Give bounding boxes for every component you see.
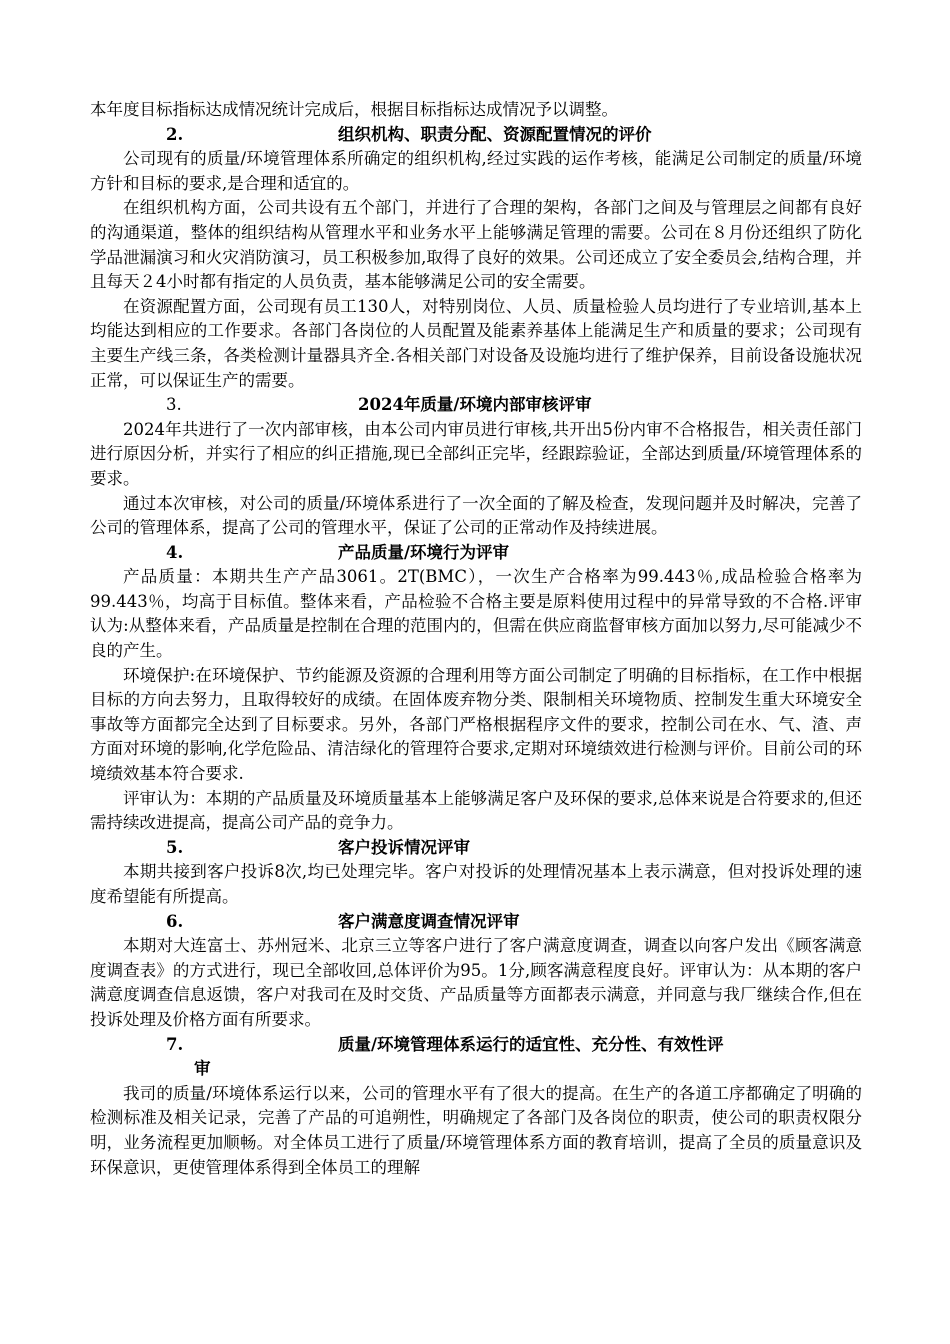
section-2-number: 2. bbox=[166, 124, 184, 144]
section-5-heading bbox=[90, 836, 862, 861]
section-3-title: 2024年质量/环境内部审核评审 bbox=[358, 395, 592, 415]
section-3-heading bbox=[90, 393, 862, 418]
section-6-title: 客户满意度调查情况评审 bbox=[338, 911, 520, 931]
section-7-title-line-2: 审 bbox=[194, 1059, 211, 1079]
section-7-number: 7. bbox=[166, 1034, 184, 1054]
section-7-title-line-1: 质量/环境管理体系运行的适宜性、充分性、有效性评 bbox=[338, 1034, 724, 1054]
document-page bbox=[90, 98, 862, 1180]
section-6-paragraph-1: 本期对大连富士、苏州冠米、北京三立等客户进行了客户满意度调查，调查以向客户发出《顾客满意度调查表》的方式进行，现已全部收回,总体评价为95。1分,顾客满意程度良好。评审认为：从本期的客户满意度调查信息返馈，客户对我司在及时交货、产品质量等方面都表示满意，并同意与我厂继续合作,但在投诉处理及价格方面有所要求。 bbox=[90, 936, 862, 1029]
section-4-paragraph-3: 评审认为：本期的产品质量及环境质量基本上能够满足客户及环保的要求,总体来说是合符要求的,但还需持续改进提高，提高公司产品的竞争力。 bbox=[90, 788, 862, 833]
section-2-paragraph-1: 公司现有的质量/环境管理体系所确定的组织机构,经过实践的运作考核，能满足公司制定的质量/环境方针和目标的要求,是合理和适宜的。 bbox=[90, 149, 862, 193]
section-4-title: 产品质量/环境行为评审 bbox=[338, 542, 510, 562]
section-3-paragraph-2: 通过本次审核，对公司的质量/环境体系进行了一次全面的了解及检查，发现问题并及时解决，完善了公司的管理体系，提高了公司的管理水平，保证了公司的正常动作及持续进展。 bbox=[90, 493, 862, 538]
section-5-title: 客户投诉情况评审 bbox=[338, 837, 470, 857]
section-7-paragraph-1: 我司的质量/环境体系运行以来，公司的管理水平有了很大的提高。在生产的各道工序都确定了明确的检测标准及相关记录，完善了产品的可追朔性，明确规定了各部门及各岗位的职责，使公司的职责权限分明，业务流程更加顺畅。对全体员工进行了质量/环境管理体系方面的教育培训，提高了全员的质量意识及环保意识，更使管理体系得到全体员工的理解 bbox=[90, 1083, 862, 1177]
section-3-number: 3. bbox=[166, 395, 182, 415]
section-2-title: 组织机构、职责分配、资源配置情况的评价 bbox=[338, 124, 652, 144]
section-7-heading bbox=[90, 1033, 862, 1082]
section-4-heading bbox=[90, 541, 862, 566]
section-2-heading bbox=[90, 123, 862, 148]
section-4-paragraph-1: 产品质量：本期共生产产品3061。2T(BMC），一次生产合格率为99.443％,成品检验合格率为99.443％，均高于目标值。整体来看，产品检验不合格主要是原料使用过程中的异常导致的不合格.评审认为:从整体来看，产品质量是控制在合理的范围内的，但需在供应商监督审核方面加以努力,尽可能减少不良的产生。 bbox=[90, 567, 862, 661]
section-2-paragraph-3: 在资源配置方面，公司现有员工130人，对特别岗位、人员、质量检验人员均进行了专业培训,基本上均能达到相应的工作要求。各部门各岗位的人员配置及能素养基体上能满足生产和质量的要求；公司现有主要生产线三条，各类检测计量器具齐全.各相关部门对设备及设施均进行了维护保养，目前设备设施状况正常，可以保证生产的需要。 bbox=[90, 296, 862, 390]
section-5-paragraph-1: 本期共接到客户投诉8次,均已处理完毕。客户对投诉的处理情况基本上表示满意，但对投诉处理的速度希望能有所提高。 bbox=[90, 862, 862, 906]
section-5-number: 5. bbox=[166, 837, 184, 857]
section-6-number: 6. bbox=[166, 911, 184, 931]
section-2-paragraph-2: 在组织机构方面，公司共设有五个部门，并进行了合理的架构，各部门之间及与管理层之间都有良好的沟通渠道，整体的组织结构从管理水平和业务水平上能够满足管理的需要。公司在８月份还组织了防化学品泄漏演习和火灾消防演习，员工积极参加,取得了良好的效果。公司还成立了安全委员会,结构合理，并且每天２4小时都有指定的人员负责，基本能够满足公司的安全需要。 bbox=[90, 198, 862, 292]
section-3-paragraph-1: 2024年共进行了一次内部审核，由本公司内审员进行审核,共开出5份内审不合格报告，相关责任部门进行原因分析，并实行了相应的纠正措施,现已全部纠正完毕，经跟踪验证，全部达到质量/环境管理体系的要求。 bbox=[90, 419, 862, 488]
section-4-paragraph-2: 环境保护:在环境保护、节约能源及资源的合理利用等方面公司制定了明确的目标指标，在工作中根据目标的方向去努力，且取得较好的成绩。在固体废弃物分类、限制相关环境物质、控制发生重大环境安全事故等方面都完全达到了目标要求。另外，各部门严格根据程序文件的要求，控制公司在水、气、渣、声方面对环境的影响,化学危险品、清洁绿化的管理符合要求,定期对环境绩效进行检测与评价。目前公司的环境绩效基本符合要求. bbox=[90, 665, 862, 784]
section-6-heading bbox=[90, 910, 862, 935]
section-4-number: 4. bbox=[166, 542, 184, 562]
intro-paragraph: 本年度目标指标达成情况统计完成后，根据目标指标达成情况予以调整。 bbox=[90, 100, 618, 119]
